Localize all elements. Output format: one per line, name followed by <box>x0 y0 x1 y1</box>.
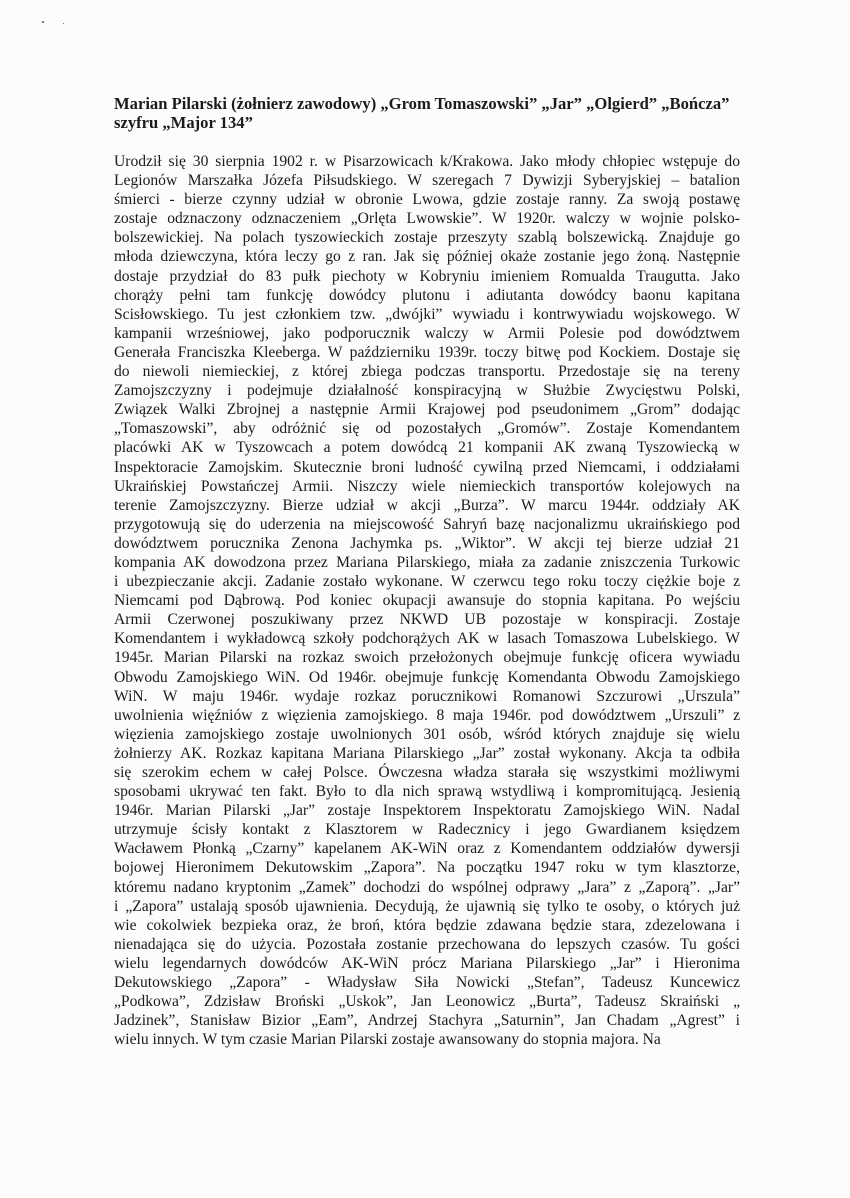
body-line: nienadająca się do użycia. Pozostała zostanie przechowana do lepszych czasów. Tu gości <box>114 935 740 953</box>
body-line: „Podkowa”, Zdzisław Broński „Uskok”, Jan Leonowicz „Burta”, Tadeusz Skraiński „ <box>114 993 740 1011</box>
body-line: terenie Zamojszczyzny. Bierze udział w akcji „Burza”. W marcu 1944r. oddziały AK <box>114 496 740 514</box>
body-line: placówki AK w Tyszowcach a potem dowódcą 21 kompanii AK zwaną Tyszowiecką w <box>114 439 740 457</box>
body-line: wielu innych. W tym czasie Marian Pilarski zostaje awansowany do stopnia majora. Na <box>114 1031 661 1049</box>
body-line: Inspektoracie Zamojskim. Skutecznie broni ludność cywilną przed Niemcami, i oddziałami <box>114 458 740 476</box>
body-line: i „Zapora” ustalają sposób ujawnienia. Decydują, że ujawnią się tylko te osoby, o których już <box>114 897 740 915</box>
body-line: bojowej Hieronimem Dekutowskim „Zapora”. Na początku 1947 roku w tym klasztorze, <box>114 859 740 877</box>
body-line: wie cokolwiek bezpieka oraz, że broń, która będzie zdawana będzie stara, zdezelowana i <box>114 916 740 934</box>
body-line: Jadzinek”, Stanisław Bizior „Eam”, Andrzej Stachyra „Saturnin”, Jan Chadam „Agrest” i <box>114 1012 740 1030</box>
body-line: śmierci - bierze czynny udział w obronie Lwowa, gdzie zostaje ranny. Za swoją postawę <box>114 191 740 209</box>
body-line: Zamojszczyzny i podejmuje działalność konspiracyjną w Służbie Zwycięstwu Polski, <box>114 382 740 400</box>
body-line: utrzymuje ścisły kontakt z Klasztorem w Radecznicy i jego Gwardianem księdzem <box>114 821 740 839</box>
body-line: WiN. W maju 1946r. wydaje rozkaz porucznikowi Romanowi Szczurowi „Urszula” <box>114 687 740 705</box>
body-line: „Tomaszowski”, aby odróżnić się od pozostałych „Gromów”. Zostaje Komendantem <box>114 420 740 438</box>
body-line: młoda dziewczyna, która leczy go z ran. Jak się później okaże zostanie jego żoną. Następnie <box>114 248 740 266</box>
body-line: się szerokim echem w całej Polsce. Ówczesna władza starała się wszystkimi możliwymi <box>114 764 740 781</box>
body-line: kompania AK dowodzona przez Mariana Pilarskiego, miała za zadanie zniszczenia Turkowic <box>114 553 740 571</box>
body-line: żołnierzy AK. Rozkaz kapitana Mariana Pilarskiego „Jar” został wykonany. Akcja ta odbiła <box>114 744 740 762</box>
body-line: więzienia zamojskiego zostaje uwolnionych 301 osób, wśród których znajduje się wielu <box>114 725 740 743</box>
body-line: Niemcami pod Dąbrową. Pod koniec okupacji awansuje do stopnia kapitana. Po wejściu <box>114 592 740 610</box>
body-line: Legionów Marszałka Józefa Piłsudskiego. W szeregach 7 Dywizji Syberyjskiej – batalion <box>114 172 740 190</box>
body-line: uwolnienia więźniów z więzienia zamojskiego. 8 maja 1946r. pod dowództwem „Urszuli” z <box>114 706 740 724</box>
biography-text <box>114 152 740 1049</box>
scan-speck <box>63 23 64 24</box>
body-line: Generała Franciszka Kleeberga. W październiku 1939r. toczy bitwę pod Kockiem. Dostaje się <box>114 343 740 361</box>
body-line: Wacławem Płonką „Czarny” kapelanem AK-WiN oraz z Komendantem oddziałów dywersji <box>114 840 740 858</box>
body-line: wielu legendarnych dowódców AK-WiN prócz Mariana Pilarskiego „Jar” i Hieronima <box>114 954 740 972</box>
body-line: Ukraińskiej Powstańczej Armii. Niszczy wiele niemieckich transportów kolejowych na <box>114 477 740 495</box>
body-line: Komendantem i wykładowcą szkoły podchorążych AK w lasach Tomaszowa Lubelskiego. W <box>114 630 740 648</box>
title-line: szyfru „Major 134” <box>114 113 253 132</box>
body-line: zostaje odznaczony odznaczeniem „Orlęta Lwowskie”. W 1920r. walczy w wojnie polsko- <box>114 210 740 228</box>
title-line: Marian Pilarski (żołnierz zawodowy) „Grom Tomaszowski” „Jar” „Olgierd” „Bończa” <box>114 94 730 113</box>
body-line: Związek Walki Zbrojnej a następnie Armii Krajowej pod pseudonimem „Grom” dodając <box>114 401 740 419</box>
body-line: Dekutowskiego „Zapora” - Władysław Siła Nowicki „Stefan”, Tadeusz Kuncewicz <box>114 974 740 992</box>
document-title <box>114 94 774 132</box>
body-line: 1945r. Marian Pilarski na rozkaz swoich przełożonych obejmuje funkcję oficera wywiadu <box>114 649 740 667</box>
body-line: i ubezpieczanie akcji. Zadanie zostało wykonane. W czerwcu tego roku toczy ciężkie boje z <box>114 573 740 591</box>
body-line: bolszewickiej. Na polach tyszowieckich zostaje przeszyty szablą bolszewicką. Znajduje go <box>114 229 740 247</box>
body-line: Armii Czerwonej poszukiwany przez NKWD UB pozostaje w konspiracji. Zostaje <box>114 611 740 629</box>
body-line: Scisłowskiego. Tu jest członkiem tzw. „dwójki” wywiadu i kontrwywiadu wojskowego. W <box>114 305 740 323</box>
body-line: dostaje przydział do 83 pułk piechoty w Kobryniu imieniem Romualda Traugutta. Jako <box>114 267 740 285</box>
body-line: kampanii wrześniowej, jako podporucznik walczy w Armii Polesie pod dowództwem <box>114 324 740 342</box>
body-line: przygotowują się do uderzenia na miejscowość Sahryń bazę nacjonalizmu ukraińskiego pod <box>114 515 740 533</box>
scan-speck <box>42 21 44 23</box>
body-line: dowództwem porucznika Zenona Jachymka ps. „Wiktor”. W akcji tej bierze udział 21 <box>114 534 740 552</box>
body-line: chorąży pełni tam funkcję dowódcy plutonu i adiutanta dowódcy baonu kapitana <box>114 286 740 304</box>
body-line: któremu nadano kryptonim „Zamek” dochodzi do wspólnej odprawy „Jara” z „Zaporą”. „Jar” <box>114 878 740 896</box>
body-line: sposobami ukrywać ten fakt. Było to dla nich sprawą wstydliwą i kompromitującą. Jesienią <box>114 783 740 801</box>
body-line: do niewoli niemieckiej, z której zbiega podczas transportu. Przedostaje się na tereny <box>114 363 740 381</box>
body-line: 1946r. Marian Pilarski „Jar” zostaje Inspektorem Inspektoratu Zamojskiego WiN. Nadal <box>114 802 740 820</box>
body-line: Obwodu Zamojskiego WiN. Od 1946r. obejmuje funkcję Komendanta Obwodu Zamojskiego <box>114 668 740 686</box>
body-line: Urodził się 30 sierpnia 1902 r. w Pisarzowicach k/Krakowa. Jako młody chłopiec wstępuje do <box>114 153 740 170</box>
